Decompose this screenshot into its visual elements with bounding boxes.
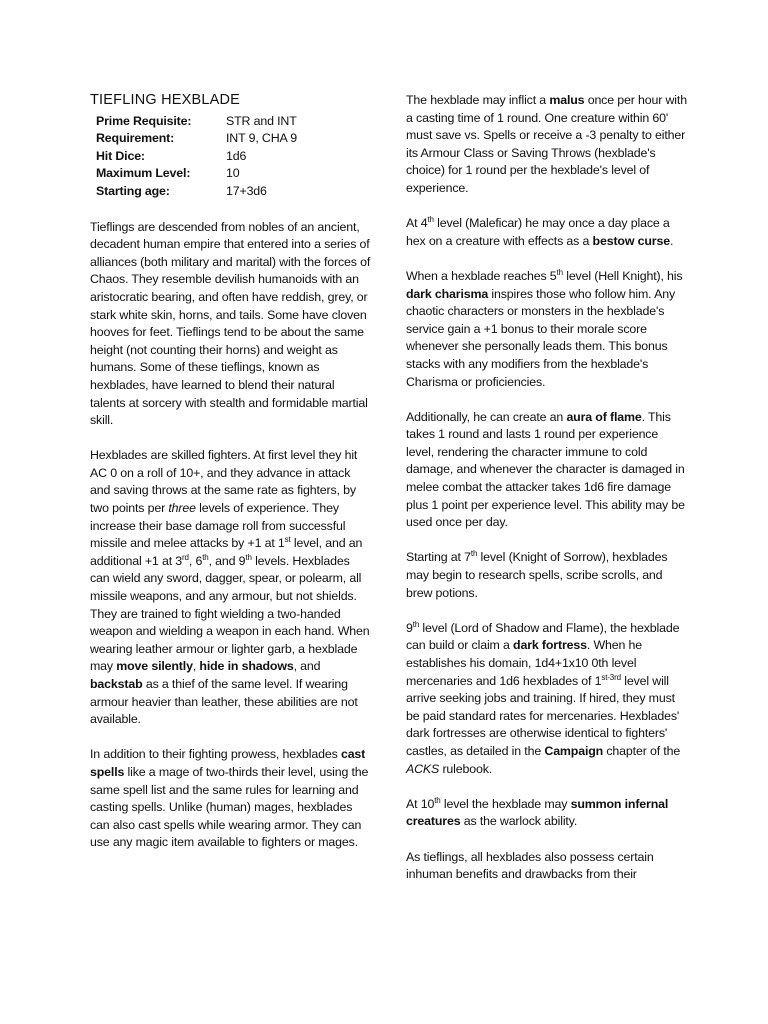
stat-row xyxy=(96,130,297,148)
knight-of-sorrow-paragraph: Starting at 7th level (Knight of Sorrow), hexblades may begin to research spells, scribe scrolls, and brew potions. xyxy=(406,549,668,600)
class-title: TIEFLING HEXBLADE xyxy=(90,92,241,108)
stat-value: 1d6 xyxy=(226,148,247,163)
stat-row xyxy=(96,148,297,166)
tiefling-traits-paragraph: As tieflings, all hexblades also possess certain inhuman benefits and drawbacks from their xyxy=(406,849,654,882)
stat-row xyxy=(96,183,297,201)
stat-value: 17+3d6 xyxy=(226,183,267,198)
right-column xyxy=(406,92,688,901)
stat-row xyxy=(96,165,297,183)
hell-knight-paragraph: When a hexblade reaches 5th level (Hell Knight), his dark charisma inspires those who follow him. Any chaotic characters or monsters in the hexblade's service gain a +1 bonus to their morale score whenever she personally leads them. This bonus stacks with any modifiers from the hexblade's Charisma or proficiencies. xyxy=(406,267,683,389)
spellcasting-paragraph: In addition to their fighting prowess, hexblades cast spells like a mage of two-thirds their level, using the same spell list and the same rules for learning and casting spells. Unlike (human) mages, hexblades can also cast spells while wearing armor. They can use any magic item available to fighters or mages. xyxy=(90,747,369,850)
maleficar-paragraph: At 4th level (Maleficar) he may once a day place a hex on a creature with effects as a bestow curse. xyxy=(406,215,674,248)
stats-table xyxy=(96,113,297,201)
stat-label: Starting age: xyxy=(96,183,170,198)
stat-value: STR and INT xyxy=(226,113,297,128)
aura-paragraph: Additionally, he can create an aura of flame. This takes 1 round and lasts 1 round per experience level, rendering the character immune to cold damage, and whenever the character is damaged in melee combat the attacker takes 1d6 fire damage plus 1 point per experience level. This ability may be used once per day. xyxy=(406,409,685,530)
intro-paragraph: Tieflings are descended from nobles of an ancient, decadent human empire that entered into a series of alliances (both military and marital) with the forces of Chaos. They resemble devilish humanoids with an aristocratic bearing, and often have reddish, grey, or stark white skin, horns, and tails. Some have cloven hooves for feet. Tieflings tend to be about the same height (not counting their horns) and weight as humans. Some of these tieflings, known as hexblades, have learned to blend their natural talents at sorcery with stealth and formidable martial skill. xyxy=(90,219,371,428)
stat-value: INT 9, CHA 9 xyxy=(226,131,297,146)
malus-paragraph: The hexblade may inflict a malus once per hour with a casting time of 1 round. One creature within 60' must save vs. Spells or receive a -3 penalty to either its Armour Class or Saving Throws (hexblade's choice) for 1 round per the hexblade's level of experience. xyxy=(406,93,687,195)
stat-row xyxy=(96,113,297,131)
fighting-paragraph: Hexblades are skilled fighters. At first level they hit AC 0 on a roll of 10+, and they advance in attack and saving throws at the same rate as fighters, by two points per three levels of experience. They increase their base damage roll from successful missile and melee attacks by +1 at 1st level, and an additional +1 at 3rd, 6th, and 9th levels. Hexblades can wield any sword, dagger, spear, or polearm, all missile weapons, and any armour, but not shields. They are trained to fight wielding a two-handed weapon and wielding a weapon in each hand. When wearing leather armour or lighter garb, a hexblade may move silently, hide in shadows, and backstab as a thief of the same level. If wearing armour heavier than leather, these abilities are not available. xyxy=(90,448,370,727)
left-column xyxy=(90,92,372,870)
stat-value: 10 xyxy=(226,166,240,181)
lord-paragraph: 9th level (Lord of Shadow and Flame), the hexblade can build or claim a dark fortress. When he establishes his domain, 1d4+1x10 0th level mercenaries and 1d6 hexblades of $1^{st-3rd}$ level will arrive seeking jobs and training. If hired, they must be paid standard rates for mercenaries. Hexblades' dark fortresses are otherwise identical to fighters' castles, as detailed in the Campaign chapter of the ACKS rulebook. xyxy=(406,619,681,776)
stat-label: Maximum Level: xyxy=(96,166,191,181)
stat-label: Hit Dice: xyxy=(96,148,145,163)
stat-label: Requirement: xyxy=(96,131,175,146)
level-ten-paragraph: At 10th level the hexblade may summon infernal creatures as the warlock ability. xyxy=(406,795,669,829)
stat-label: Prime Requisite: xyxy=(96,113,192,128)
